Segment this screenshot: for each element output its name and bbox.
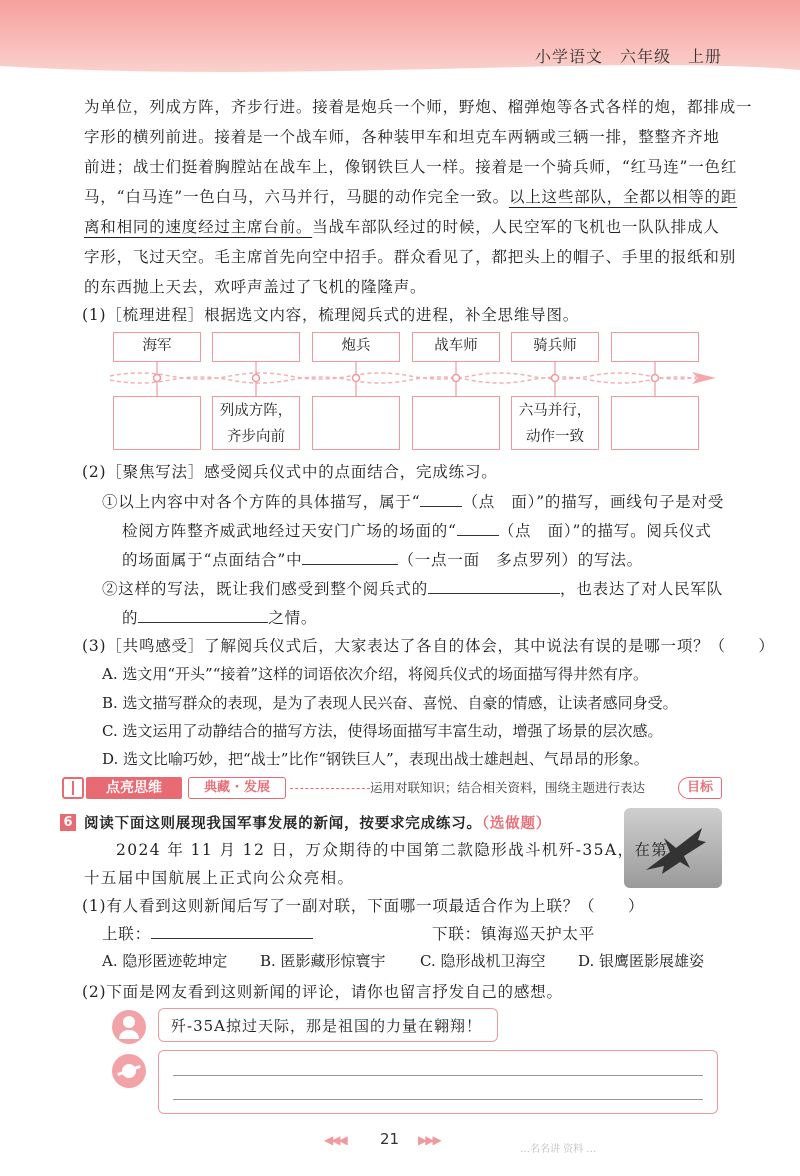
map-top-box: 战车师	[412, 332, 500, 362]
q6-sub2: (2)下面是网友看到这则新闻的评论，请你也留言抒发自己的感想。	[82, 983, 563, 1001]
couplet-option-a[interactable]: A. 隐形匿迹乾坤定	[102, 952, 228, 970]
prev-arrows-icon: ◀◀◀	[324, 1133, 346, 1147]
map-top-box: 骑兵师	[511, 332, 599, 362]
passage-line: 为单位，列成方阵，齐步行进。接着是炮兵一个师，野炮、榴弹炮等各式各样的炮，都排成一	[84, 98, 753, 116]
map-top-box: 海军	[113, 332, 201, 362]
q2-line: 的场面属于“点面结合”中 （一点一面 多点罗列）的写法。	[122, 551, 643, 569]
banner-tag: 典藏 · 发展	[188, 777, 286, 799]
banner-divider	[290, 788, 370, 789]
banner-label: 点亮思维	[86, 777, 182, 799]
couplet-option-b[interactable]: B. 匿影藏形惊寰宇	[260, 952, 386, 970]
reply-input-bubble[interactable]	[158, 1050, 718, 1114]
page-header	[0, 0, 800, 78]
underlined-sentence: 以上这些部队，全都以相等的距	[508, 188, 738, 206]
user-avatar-icon	[112, 1010, 146, 1044]
map-bottom-box-blank[interactable]	[412, 396, 500, 450]
book-title: 小学语文 六年级 上册	[534, 47, 722, 66]
map-bottom-box: 六马并行， 动作一致	[511, 396, 599, 450]
upper-couplet-blank[interactable]	[151, 938, 313, 939]
banner-goal: 目标	[678, 777, 722, 799]
q6-sub1: (1)有人看到这则新闻后写了一副对联，下面哪一项最适合作为上联？（ ）	[82, 897, 645, 915]
question-number: 6	[60, 814, 76, 831]
q2-prompt: (2)［聚焦写法］感受阅兵仪式中的点面结合，完成练习。	[82, 463, 498, 481]
footer-watermark: …名名讲 资料 …	[520, 1144, 597, 1155]
answer-blank[interactable]	[428, 593, 560, 594]
q2-line: ②这样的写法，既让我们感受到整个阅兵式的 ，也表达了对人民军队	[102, 580, 724, 598]
q1-prompt: (1)［梳理进程］根据选文内容，梳理阅兵式的进程，补全思维导图。	[82, 306, 580, 324]
news-line: 十五届中国航展上正式向公众亮相。	[84, 869, 355, 887]
passage-line: 的东西抛上天去，欢呼声盖过了飞机的隆隆声。	[84, 278, 427, 296]
couplet-option-c[interactable]: C. 隐形战机卫海空	[420, 952, 546, 970]
q3-option-a[interactable]: A. 选文用“开头”“接着”这样的词语依次介绍，将阅兵仪式的场面描写得井然有序。	[102, 665, 649, 683]
passage-line: 前进；战士们挺着胸膛站在战车上，像钢铁巨人一样。接着是一个骑兵师，“红马连”一色红	[84, 158, 738, 176]
write-line[interactable]	[173, 1075, 703, 1076]
map-bottom-box-blank[interactable]	[312, 396, 400, 450]
next-arrows-icon: ▶▶▶	[418, 1133, 440, 1147]
q2-line: 检阅方阵整齐威武地经过天安门广场的场面的“ （点 面）”的描写。阅兵仪式	[122, 522, 712, 540]
q3-option-b[interactable]: B. 选文描写群众的表现，是为了表现人民兴奋、喜悦、自豪的情感，让读者感同身受。	[102, 694, 678, 712]
lower-couplet: 下联：镇海巡天护太平	[432, 925, 596, 943]
news-line: 2024 年 11 月 12 日，万众期待的中国第二款隐形战斗机歼-35A，在第	[116, 841, 669, 859]
map-bottom-box: 列成方阵， 齐步向前	[212, 396, 300, 450]
passage-line: 离和相同的速度经过主席台前。当战车部队经过的时候，人民空军的飞机也一队队排成人	[84, 218, 720, 236]
answer-blank[interactable]	[302, 564, 398, 565]
page-number: 21	[380, 1130, 400, 1148]
book-icon	[62, 777, 84, 799]
write-line[interactable]	[173, 1099, 703, 1100]
map-bottom-box-blank[interactable]	[113, 396, 201, 450]
answer-blank[interactable]	[138, 622, 268, 623]
q2-line: 的 之情。	[122, 609, 318, 627]
section-banner	[62, 776, 722, 802]
banner-desc: 运用对联知识；结合相关资料，围绕主题进行表达	[370, 780, 646, 795]
mind-map-timeline	[100, 358, 740, 398]
map-top-box-blank[interactable]	[611, 332, 699, 362]
map-top-box: 炮兵	[312, 332, 400, 362]
q3-option-c[interactable]: C. 选文运用了动静结合的描写方法，使得场面描写丰富生动，增强了场景的层次感。	[102, 722, 663, 740]
comment-text: 歼-35A掠过天际，那是祖国的力量在翱翔！	[171, 1017, 482, 1035]
answer-blank[interactable]	[420, 506, 462, 507]
map-bottom-box-blank[interactable]	[611, 396, 699, 450]
passage-line: 字形的横列前进。接着是一个战车师，各种装甲车和坦克车两辆或三辆一排，整整齐齐地	[84, 128, 720, 146]
q3-prompt: (3)［共鸣感受］了解阅兵仪式后，大家表达了各自的体会，其中说法有误的是哪一项？（ ）	[82, 637, 775, 655]
underlined-sentence: 离和相同的速度经过主席台前。	[84, 218, 313, 236]
answer-blank[interactable]	[457, 535, 499, 536]
upper-couplet: 上联：	[102, 922, 313, 944]
passage-line: 马，“白马连”一色白马，六马并行，马腿的动作完全一致。以上这些部队，全都以相等的距	[84, 188, 738, 206]
plane-arrow-icon	[692, 372, 716, 384]
q3-option-d[interactable]: D. 选文比喻巧妙，把“战士”比作“钢铁巨人”，表现出战士雄赳赳、气昂昂的形象。	[102, 750, 649, 768]
planet-avatar-icon	[112, 1054, 146, 1088]
couplet-option-d[interactable]: D. 银鹰匿影展雄姿	[578, 952, 705, 970]
q2-line: ①以上内容中对各个方阵的具体描写，属于“ （点 面）”的描写，画线句子是对受	[102, 493, 725, 511]
q6-title: 阅读下面这则展现我国军事发展的新闻，按要求完成练习。（选做题）	[84, 816, 552, 832]
comment-bubble	[158, 1008, 498, 1042]
map-top-box-blank[interactable]	[212, 332, 300, 362]
passage-line: 字形，飞过天空。毛主席首先向空中招手。群众看见了，都把头上的帽子、手里的报纸和别	[84, 248, 737, 266]
